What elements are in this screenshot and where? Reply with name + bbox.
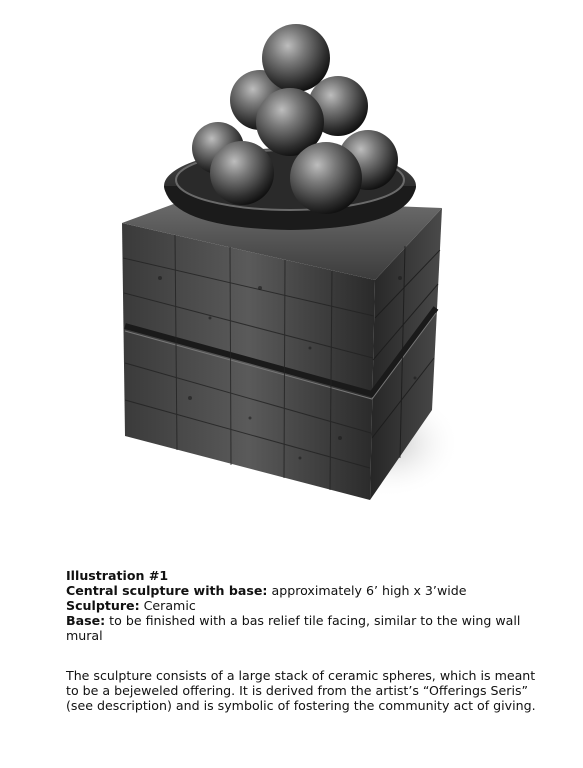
sculpture-value: Ceramic <box>139 598 196 613</box>
base-value: to be finished with a bas relief tile facing, similar to the wing wall mural <box>66 613 521 643</box>
illustration-title: Illustration #1 <box>66 568 169 583</box>
central-label: Central sculpture with base: <box>66 583 268 598</box>
base-label: Base: <box>66 613 106 628</box>
sculpture-label: Sculpture: <box>66 598 140 613</box>
central-value: approximately 6’ high x 3’wide <box>267 583 467 598</box>
illustration-caption <box>66 568 536 643</box>
sculpture-photo <box>100 18 470 508</box>
description-paragraph: The sculpture consists of a large stack of ceramic spheres, which is meant to be a bejeweled offering. It is derived from the artist’s “Offerings Seris” (see description) and is symbolic of fostering the community act of giving. <box>66 667 536 713</box>
